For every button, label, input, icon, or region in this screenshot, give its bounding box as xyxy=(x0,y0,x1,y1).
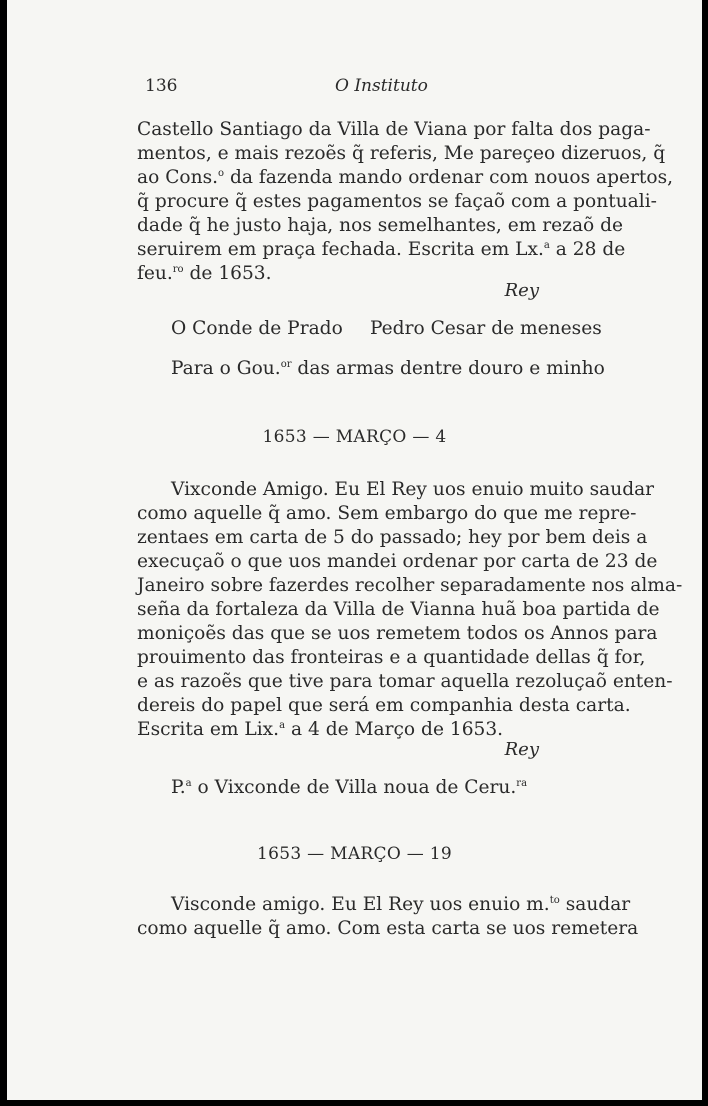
text-line: Castello Santiago da Villa de Viana por falta dos paga- xyxy=(137,119,651,140)
date-heading: 1653 — MARÇO — 19 xyxy=(256,844,453,864)
running-title: O Instituto xyxy=(335,76,428,96)
text-line: seruirem em praça fechada. Escrita em Lx.$^a$ a 28 de xyxy=(137,239,626,260)
letter-2-signature: Rey xyxy=(504,739,539,760)
letter-3-body xyxy=(137,893,639,941)
letter-2-address: P.$^a$ o Vixconde de Villa noua de Ceru.$^{ra}$ xyxy=(171,777,528,798)
page-header xyxy=(145,76,605,102)
letter-1-address: Para o Gou.$^{or}$ das armas dentre douro e minho xyxy=(171,358,605,379)
signatory-right: Pedro Cesar de meneses xyxy=(370,318,602,339)
text-line: zentaes em carta de 5 do passado; hey por bem deis a xyxy=(137,527,648,548)
text-line: dade q̃ he justo haja, nos semelhantes, em rezaõ de xyxy=(137,215,624,236)
text-line: Vixconde Amigo. Eu El Rey uos enuio muito saudar xyxy=(171,479,655,500)
text-line: Escrita em Lix.$^a$ a 4 de Março de 1653. xyxy=(137,719,504,740)
text-line: como aquelle q̃ amo. Com esta carta se uos remetera xyxy=(137,918,639,939)
letter-1-body xyxy=(137,118,674,286)
text-line: seña da fortaleza da Villa de Vianna huã boa partida de xyxy=(137,599,660,620)
text-line: como aquelle q̃ amo. Sem embargo do que me repre- xyxy=(137,503,637,524)
book-page xyxy=(7,0,702,1100)
text-line: moniçoẽs das que se uos remetem todos os Annos para xyxy=(137,623,658,644)
letter-2-body xyxy=(137,478,683,742)
letter-1-signature: Rey xyxy=(504,280,539,301)
date-heading: 1653 — MARÇO — 4 xyxy=(262,427,447,447)
signatory-left: O Conde de Prado xyxy=(171,318,343,339)
page-number: 136 xyxy=(145,76,178,96)
text-line: e as razoẽs que tive para tomar aquella rezoluçaõ enten- xyxy=(137,671,673,692)
text-line: mentos, e mais rezoẽs q̃ referis, Me pareçeo dizeruos, q̃ xyxy=(137,143,666,164)
text-line: ao Cons.$^o$ da fazenda mando ordenar com nouos apertos, xyxy=(137,167,674,188)
text-line: prouimento das fronteiras e a quantidade dellas q̃ for, xyxy=(137,647,646,668)
text-line: dereis do papel que será em companhia desta carta. xyxy=(137,695,631,716)
text-line: execuçaõ o que uos mandei ordenar por carta de 23 de xyxy=(137,551,658,572)
text-line: Visconde amigo. Eu El Rey uos enuio m.$^{to}$ saudar xyxy=(171,894,631,915)
text-line: q̃ procure q̃ estes pagamentos se façaõ com a pontuali- xyxy=(137,191,657,212)
text-line: feu.$^{ro}$ de 1653. xyxy=(137,263,272,284)
text-line: Janeiro sobre fazerdes recolher separadamente nos alma- xyxy=(137,575,683,596)
